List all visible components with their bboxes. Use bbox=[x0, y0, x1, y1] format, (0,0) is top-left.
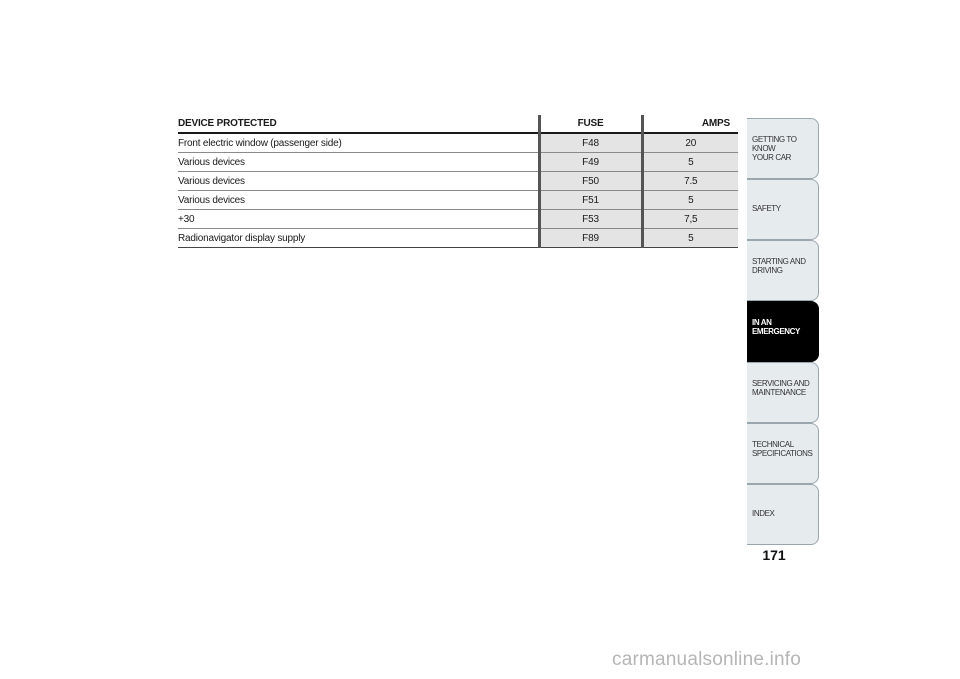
cell-fuse: F49 bbox=[539, 153, 642, 172]
tab-starting-and-driving[interactable]: STARTING AND DRIVING bbox=[747, 240, 819, 301]
cell-fuse: F53 bbox=[539, 210, 642, 229]
tab-in-an-emergency[interactable]: IN AN EMERGENCY bbox=[747, 301, 819, 362]
table-row bbox=[178, 133, 738, 153]
header-fuse: FUSE bbox=[539, 115, 642, 133]
cell-device: Various devices bbox=[178, 172, 539, 191]
cell-amps: 5 bbox=[642, 153, 738, 172]
cell-fuse: F50 bbox=[539, 172, 642, 191]
cell-amps: 5 bbox=[642, 229, 738, 248]
cell-fuse: F89 bbox=[539, 229, 642, 248]
table-row bbox=[178, 229, 738, 248]
header-device-protected: DEVICE PROTECTED bbox=[178, 115, 539, 133]
cell-device: Radionavigator display supply bbox=[178, 229, 539, 248]
table-row bbox=[178, 210, 738, 229]
table-header-row bbox=[178, 115, 738, 133]
tab-getting-to-know-your-car[interactable]: GETTING TO KNOW YOUR CAR bbox=[747, 118, 819, 179]
page-number: 171 bbox=[762, 547, 786, 563]
cell-amps: 7.5 bbox=[642, 172, 738, 191]
cell-fuse: F51 bbox=[539, 191, 642, 210]
cell-fuse: F48 bbox=[539, 133, 642, 153]
cell-amps: 7,5 bbox=[642, 210, 738, 229]
cell-amps: 5 bbox=[642, 191, 738, 210]
watermark-text: carmanualsonline.info bbox=[612, 649, 802, 670]
cell-device: Front electric window (passenger side) bbox=[178, 133, 539, 153]
tab-servicing-and-maintenance[interactable]: SERVICING AND MAINTENANCE bbox=[747, 362, 819, 423]
cell-amps: 20 bbox=[642, 133, 738, 153]
cell-device: +30 bbox=[178, 210, 539, 229]
tab-index[interactable]: INDEX bbox=[747, 484, 819, 545]
tab-safety[interactable]: SAFETY bbox=[747, 179, 819, 240]
table-row bbox=[178, 172, 738, 191]
tab-technical-specifications[interactable]: TECHNICAL SPECIFICATIONS bbox=[747, 423, 819, 484]
fuse-table bbox=[178, 115, 738, 248]
header-amps: AMPS bbox=[642, 115, 738, 133]
chapter-side-nav bbox=[747, 118, 819, 545]
table-row bbox=[178, 191, 738, 210]
cell-device: Various devices bbox=[178, 153, 539, 172]
cell-device: Various devices bbox=[178, 191, 539, 210]
table-row bbox=[178, 153, 738, 172]
